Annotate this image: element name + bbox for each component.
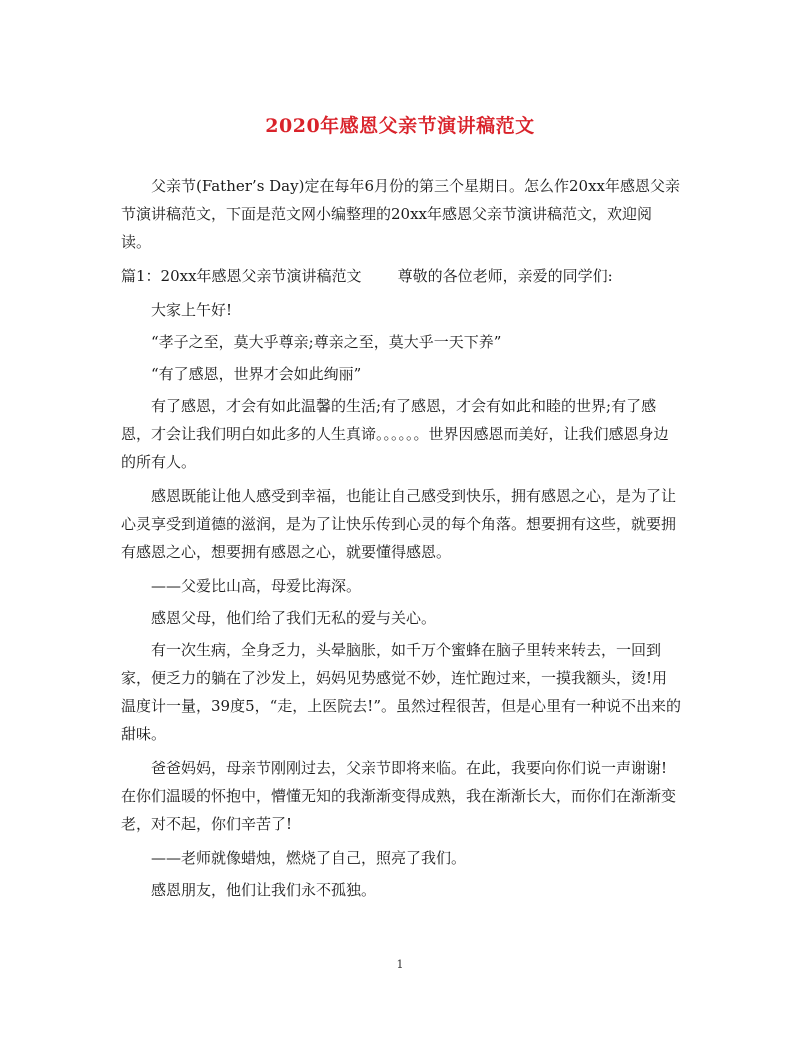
intro-paragraph: 父亲节(Father’s Day)定在每年6月份的第三个星期日。怎么作20xx年感恩父亲节演讲稿范文，下面是范文网小编整理的20xx年感恩父亲节演讲稿范文，欢迎阅读。: [121, 177, 681, 251]
section-title: 篇1：20xx年感恩父亲节演讲稿范文: [121, 267, 362, 285]
paragraph-4: 爸爸妈妈，母亲节刚刚过去，父亲节即将来临。在此，我要向你们说一声谢谢!在你们温暖的怀抱中，懵懂无知的我渐渐变得成熟，我在渐渐长大，而你们在渐渐变老，对不起，你们辛苦了!: [121, 759, 677, 833]
greeting: 大家上午好!: [151, 301, 233, 319]
line-3: ——老师就像蜡烛，燃烧了自己，照亮了我们。: [151, 849, 467, 867]
line-2: 感恩父母，他们给了我们无私的爱与关心。: [151, 609, 437, 627]
section-heading-line: [121, 262, 681, 290]
quote-2: “有了感恩，世界才会如此绚丽”: [151, 365, 362, 383]
line-1: ——父爱比山高，母爱比海深。: [151, 577, 362, 595]
page-number: 1: [396, 958, 404, 971]
salutation: 尊敬的各位老师，亲爱的同学们:: [397, 267, 613, 285]
paragraph-2: 感恩既能让他人感受到幸福，也能让自己感受到快乐，拥有感恩之心，是为了让心灵享受到道德的滋润，是为了让快乐传到心灵的每个角落。想要拥有这些，就要拥有感恩之心，想要拥有感恩之心，就要懂得感恩。: [121, 487, 677, 561]
paragraph-1: 有了感恩，才会有如此温馨的生活;有了感恩，才会有如此和睦的世界;有了感恩，才会让我们明白如此多的人生真谛。。。。。。世界因感恩而美好，让我们感恩身边的所有人。: [121, 397, 669, 471]
line-4: 感恩朋友，他们让我们永不孤独。: [151, 881, 377, 899]
quote-1: “孝子之至，莫大乎尊亲;尊亲之至，莫大乎一天下养”: [151, 333, 502, 351]
document-body: [121, 172, 681, 908]
paragraph-3: 有一次生病，全身乏力，头晕脑胀，如千万个蜜蜂在脑子里转来转去，一回到家，便乏力的躺在了沙发上，妈妈见势感觉不妙，连忙跑过来，一摸我额头，烫!用温度计一量，39度5，“走，上医院去!”。虽然过程很苦，但是心里有一种说不出来的甜味。: [121, 641, 681, 743]
document-title: 2020年感恩父亲节演讲稿范文: [265, 115, 535, 137]
